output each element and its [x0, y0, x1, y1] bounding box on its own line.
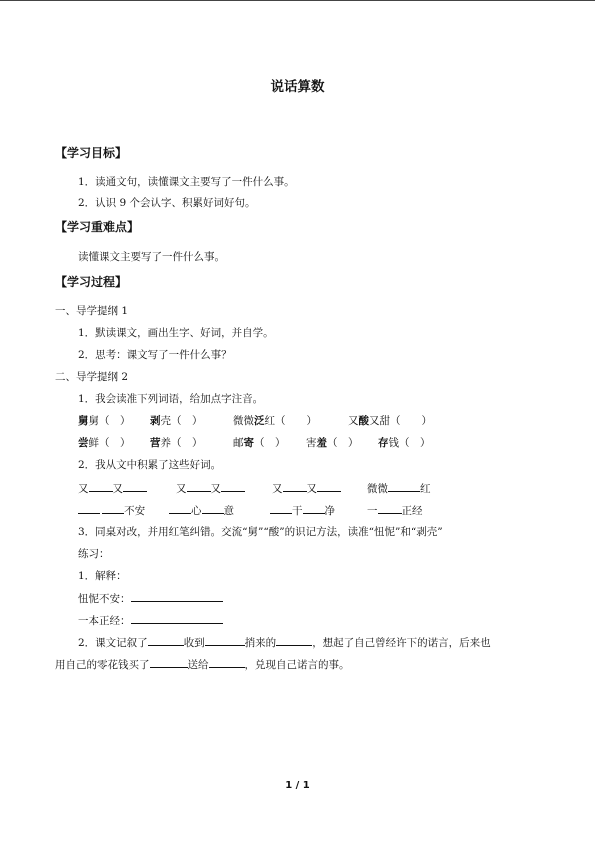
word-blank-group: 一 正经: [367, 505, 423, 517]
word-blank-group: 干 净: [270, 503, 335, 518]
word-blank-group: 不安: [78, 503, 145, 518]
pinyin-word: 营养（ ）: [150, 437, 203, 449]
yiben-row: 一本正经：: [78, 613, 223, 628]
niuni-row: 忸怩不安：: [78, 591, 223, 606]
pinyin-word: 又酸又甜（ ）: [348, 415, 432, 427]
fill-blank[interactable]: [276, 635, 312, 646]
word-blank-group: 又 又: [78, 481, 147, 496]
goal-item-1: 1．读通文句，读懂课文主要写了一件什么事。: [78, 176, 295, 188]
fill-line-2: 用自己的零花钱买了 送给 ，兑现自己诺言的事。: [55, 659, 350, 671]
fill-line-1: 2．课文记叙了 收到 捎来的 ，想起了自己曾经许下的诺言，后来也: [78, 637, 491, 649]
outline1-item-1: 1．默读课文，画出生字、好词，并自学。: [78, 327, 274, 339]
fill-blank[interactable]: [150, 657, 188, 668]
goals-heading: 【学习目标】: [55, 146, 128, 160]
word-blank-group: 又 又: [176, 481, 245, 496]
fill-blank[interactable]: [148, 635, 184, 646]
page-title: 说话算数: [270, 79, 325, 95]
pinyin-word: 微微泛红（ ）: [233, 415, 317, 427]
pinyin-word: 舅舅（ ）: [78, 415, 131, 427]
fill-blank[interactable]: [209, 657, 245, 668]
yiben-answer-blank[interactable]: [131, 613, 223, 624]
process-heading: 【学习过程】: [55, 275, 128, 289]
word-blank-group: 心 意: [169, 503, 234, 518]
pinyin-word: 剥壳（ ）: [150, 415, 203, 427]
outline2-title: 二、导学提纲 2: [55, 371, 129, 383]
pinyin-word: 尝鲜（ ）: [78, 437, 131, 449]
word-blank-group: 又 又: [272, 481, 341, 496]
pinyin-word: 害羞（ ）: [306, 437, 359, 449]
outline2-item-3-line1: 3．同桌对改，并用红笔纠错。交流“舅”“酸”的识记方法，读准“忸怩”和“剥壳”: [78, 526, 443, 538]
outline2-item-2: 2．我从文中积累了这些好词。: [78, 459, 222, 471]
outline1-title: 一、导学提纲 1: [55, 305, 129, 317]
outline1-item-2: 2．思考：课文写了一件什么事？: [78, 349, 232, 361]
keypoints-text: 读懂课文主要写了一件什么事。: [78, 251, 225, 263]
goal-item-2: 2．认识 9 个会认字、积累好词好句。: [78, 197, 256, 209]
pinyin-word: 存钱（ ）: [378, 437, 431, 449]
outline2-item-3-line2: 练习：: [78, 548, 110, 560]
outline2-item-1: 1．我会读准下列词语，给加点字注音。: [78, 393, 264, 405]
pinyin-word: 邮寄（ ）: [233, 437, 286, 449]
keypoints-heading: 【学习重难点】: [55, 220, 140, 234]
page-number: 1 / 1: [285, 780, 310, 791]
fill-blank[interactable]: [205, 635, 245, 646]
explain-label: 1．解释：: [78, 570, 127, 582]
top-border-line: [0, 0, 595, 1]
niuni-answer-blank[interactable]: [131, 591, 223, 602]
word-blank-group: 微微 红: [367, 483, 431, 495]
